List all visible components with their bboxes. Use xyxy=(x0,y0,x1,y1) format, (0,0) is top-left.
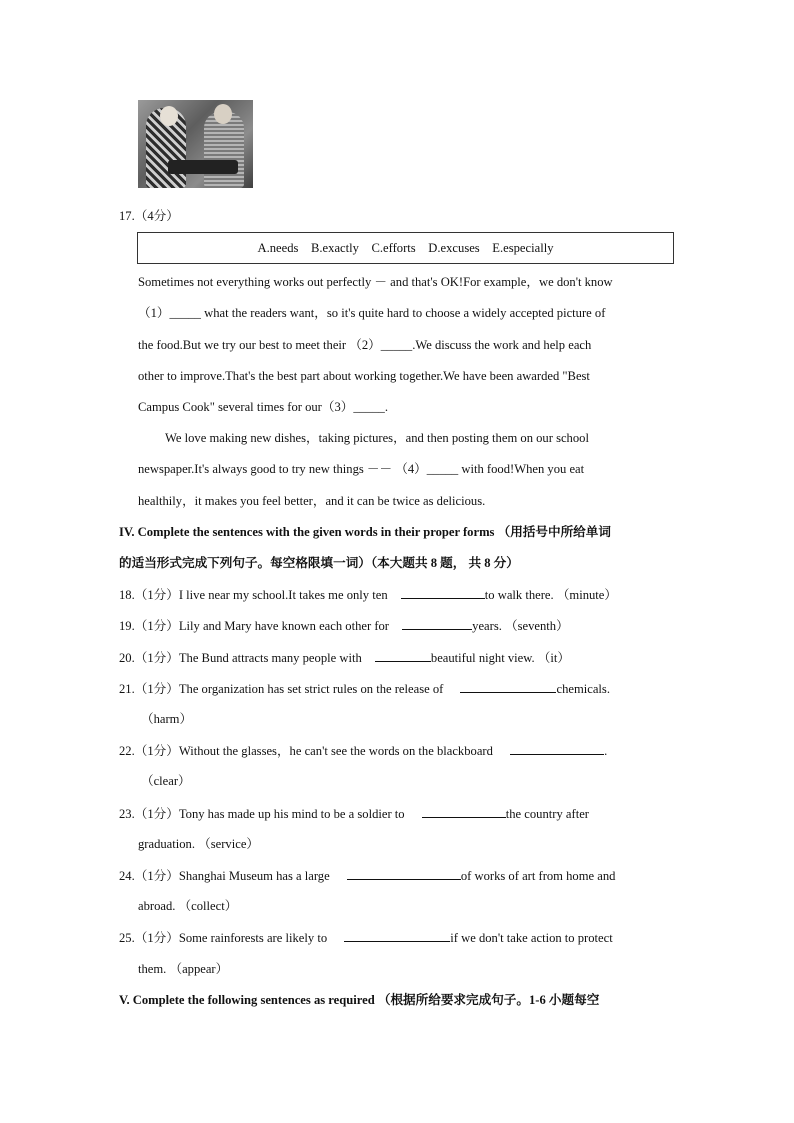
passage-line: Campus Cook" several times for our（3）_____. xyxy=(138,400,388,414)
question-23-cont: graduation. （service） xyxy=(138,837,259,851)
question-25-cont: them. （appear） xyxy=(138,962,229,976)
question-20: 20.（1分）The Bund attracts many people with beautiful night view. （it） xyxy=(119,651,570,665)
answer-blank[interactable] xyxy=(347,867,461,880)
question-24: 24.（1分）Shanghai Museum has a large of works of art from home and xyxy=(119,869,616,883)
passage-line: （1）_____ what the readers want，so it's quite hard to choose a widely accepted picture of xyxy=(138,306,606,320)
section-v-heading: V. Complete the following sentences as required （根据所给要求完成句子。1-6 小题每空 xyxy=(119,993,600,1007)
passage-line: We love making new dishes，taking pictures，and then posting them on our school xyxy=(165,431,589,445)
passage-line: the food.But we try our best to meet their （2）_____.We discuss the work and help each xyxy=(138,338,592,352)
answer-blank[interactable] xyxy=(402,617,472,630)
section-iv-heading-cont: 的适当形式完成下列句子。每空格限填一词）（本大题共 8 题， 共 8 分） xyxy=(119,556,519,570)
word-options-box: A.needs B.exactly C.efforts D.excuses E.especially xyxy=(137,232,674,264)
answer-blank[interactable] xyxy=(344,929,450,942)
answer-blank[interactable] xyxy=(510,742,604,755)
section-iv-heading: IV. Complete the sentences with the given words in their proper forms （用括号中所给单词 xyxy=(119,525,611,539)
passage-line: other to improve.That's the best part about working together.We have been awarded "Best xyxy=(138,369,590,383)
question-18: 18.（1分）I live near my school.It takes me only ten to walk there. （minute） xyxy=(119,588,617,602)
question-22: 22.（1分）Without the glasses，he can't see the words on the blackboard . xyxy=(119,744,608,758)
question-25: 25.（1分）Some rainforests are likely to if we don't take action to protect xyxy=(119,931,613,945)
answer-blank[interactable] xyxy=(460,680,556,693)
classroom-photo xyxy=(138,100,253,188)
question-19: 19.（1分）Lily and Mary have known each other for years. （seventh） xyxy=(119,619,569,633)
answer-blank[interactable] xyxy=(375,649,431,662)
question-21: 21.（1分）The organization has set strict rules on the release of chemicals. xyxy=(119,682,610,696)
question-17-header: 17.（4分） xyxy=(119,209,179,223)
passage-line: Sometimes not everything works out perfectly － and that's OK!For example，we don't know xyxy=(138,275,613,289)
question-23: 23.（1分）Tony has made up his mind to be a soldier to the country after xyxy=(119,807,589,821)
passage-line: healthily，it makes you feel better，and it can be twice as delicious. xyxy=(138,494,486,508)
question-22-hint: （clear） xyxy=(141,774,191,788)
passage-line: newspaper.It's always good to try new things －－ （4）_____ with food!When you eat xyxy=(138,462,585,476)
question-21-hint: （harm） xyxy=(141,712,193,726)
answer-blank[interactable] xyxy=(422,805,506,818)
answer-blank[interactable] xyxy=(401,586,485,599)
question-24-cont: abroad. （collect） xyxy=(138,899,238,913)
